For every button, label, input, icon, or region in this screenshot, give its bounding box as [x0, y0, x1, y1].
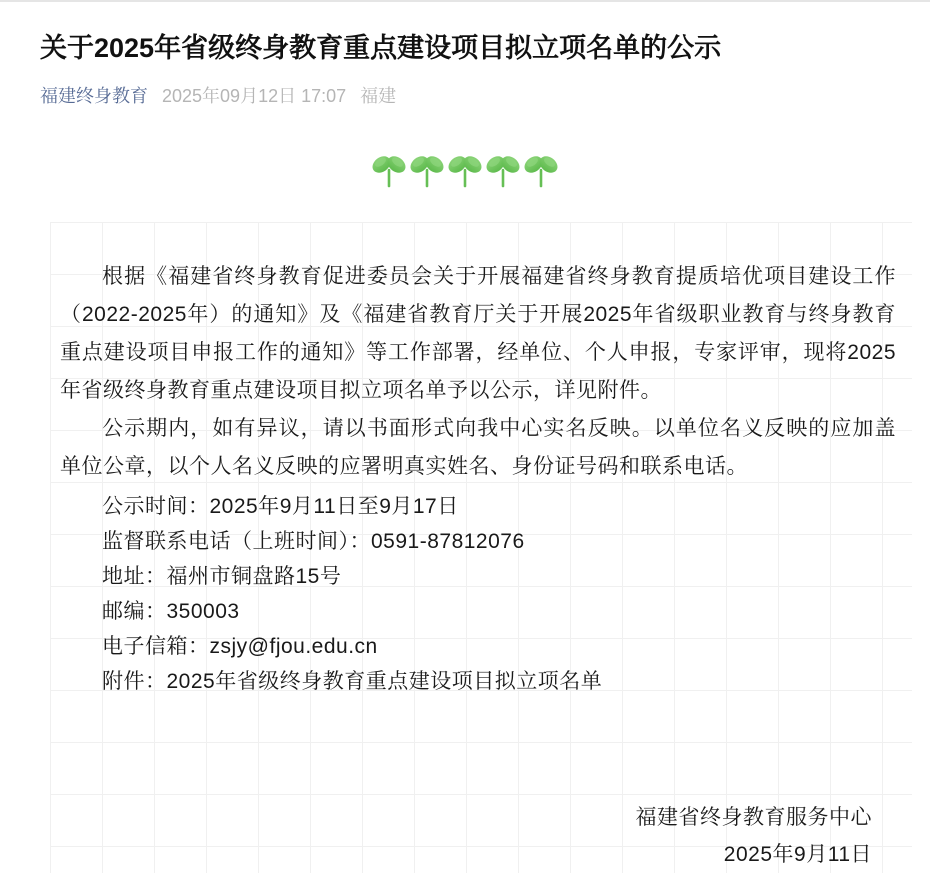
sprout-icon [409, 154, 445, 190]
info-lines [60, 489, 896, 699]
sprout-icon [371, 154, 407, 190]
sprout-icon [485, 154, 521, 190]
sprout-icon [447, 154, 483, 190]
signature-org: 福建省终身教育服务中心 [635, 806, 872, 829]
publish-location: 福建 [360, 86, 397, 106]
publish-datetime: 2025年09月12日 17:07 [162, 86, 347, 106]
info-supervision-phone: 监督联系电话（上班时间）：0591-87812076 [102, 530, 525, 553]
content-section [50, 222, 912, 873]
info-address: 地址：福州市铜盘路15号 [102, 565, 342, 588]
info-postcode: 邮编：350003 [102, 600, 240, 623]
info-email: 电子信箱：zsjy@fjou.edu.cn [102, 635, 378, 658]
paragraph-intro: 根据《福建省终身教育促进委员会关于开展福建省终身教育提质培优项目建设工作（2022-2025年）的通知》及《福建省教育厅关于开展2025年省级职业教育与终身教育重点建设项目申报工作的通知》等工作部署，经单位、个人申报，专家评审，现将2025年省级终身教育重点建设项目拟立项名单予以公示，详见附件。 [60, 265, 896, 402]
signature-date: 2025年9月11日 [723, 843, 872, 866]
signature-block [60, 799, 896, 873]
paragraph-objection: 公示期内，如有异议，请以书面形式向我中心实名反映。以单位名义反映的应加盖单位公章，以个人名义反映的应署明真实姓名、身份证号码和联系电话。 [60, 417, 896, 478]
article-header [0, 30, 930, 108]
byline [40, 84, 890, 108]
account-name-link[interactable]: 福建终身教育 [40, 86, 148, 106]
info-publicity-period: 公示时间：2025年9月11日至9月17日 [102, 495, 459, 518]
sprout-icon [523, 154, 559, 190]
article-title: 关于2025年省级终身教育重点建设项目拟立项名单的公示 [40, 33, 722, 63]
sprout-row [0, 152, 930, 190]
info-attachment: 附件：2025年省级终身教育重点建设项目拟立项名单 [102, 670, 603, 693]
